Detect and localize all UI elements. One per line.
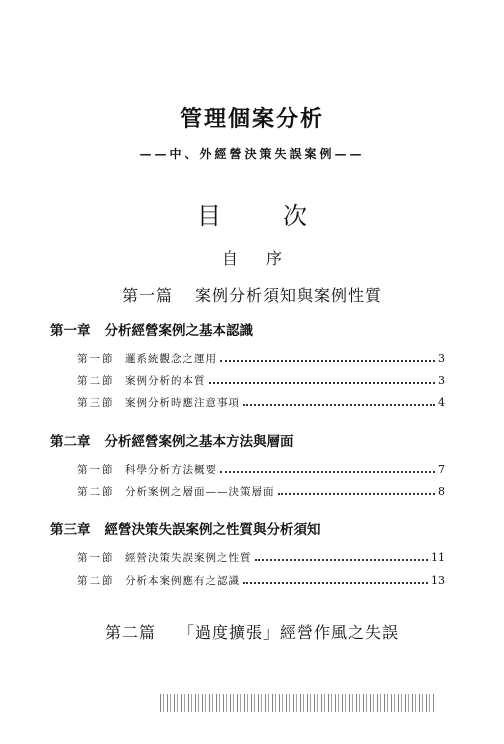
- section-number: 第一節: [77, 551, 115, 564]
- section-page-number: 7: [438, 462, 445, 476]
- book-title: 管理個案分析: [179, 106, 324, 132]
- part-number: 第一篇: [121, 286, 173, 305]
- section-number: 第二節: [77, 574, 115, 587]
- toc-section-entry: [77, 394, 445, 410]
- section-number: 第一節: [77, 352, 115, 365]
- chapter-heading: [50, 518, 321, 538]
- section-title: 分析本案例應有之認識: [125, 574, 240, 587]
- toc-section-entry: [77, 572, 445, 588]
- part-heading: [0, 620, 504, 643]
- chapter-title: 分析經營案例之基本認識: [104, 323, 253, 339]
- dot-leader: [243, 582, 428, 584]
- toc-section-entry: [77, 461, 445, 477]
- section-title: 案例分析的本質: [125, 374, 206, 387]
- chapter-number: 第二章: [50, 434, 91, 450]
- dot-leader: [220, 471, 435, 473]
- section-number: 第三節: [77, 396, 115, 409]
- dot-leader: [209, 382, 436, 384]
- section-page-number: 11: [431, 550, 445, 564]
- book-subtitle: ——中、外經營決策失誤案例——: [139, 147, 365, 161]
- chapter-title: 經營決策失誤案例之性質與分析須知: [104, 522, 321, 538]
- section-number: 第二節: [77, 485, 115, 498]
- section-page-number: 8: [438, 484, 445, 498]
- dot-leader: [255, 559, 429, 561]
- chapter-number: 第一章: [50, 323, 91, 339]
- dot-leader: [243, 404, 435, 406]
- section-title: 經營決策失誤案例之性質: [125, 551, 252, 564]
- section-number: 第一節: [77, 463, 115, 476]
- section-title: 科學分析方法概要: [125, 463, 217, 476]
- section-number: 第二節: [77, 374, 115, 387]
- section-title: 分析案例之層面——決策層面: [125, 485, 275, 498]
- part-title: 案例分析須知與案例性質: [195, 286, 383, 305]
- section-title: 邏系統觀念之運用: [125, 352, 217, 365]
- part-title: 「過度擴張」經營作風之失誤: [178, 623, 400, 642]
- toc-section-entry: [77, 483, 445, 499]
- section-page-number: 4: [438, 395, 445, 409]
- toc-entry-preface: 自序: [221, 249, 310, 268]
- toc-section-entry: [77, 350, 445, 366]
- section-page-number: 3: [438, 373, 445, 387]
- scan-artifact-strip: [160, 694, 436, 712]
- toc-section-entry: [77, 372, 445, 388]
- chapter-number: 第三章: [50, 522, 91, 538]
- chapter-heading: [50, 319, 253, 339]
- dot-leader: [220, 360, 435, 362]
- dot-leader: [278, 493, 436, 495]
- part-number: 第二篇: [104, 623, 156, 642]
- chapter-heading: [50, 430, 294, 450]
- section-page-number: 3: [438, 351, 445, 365]
- part-heading: [0, 283, 504, 306]
- toc-heading: 目次: [197, 202, 369, 230]
- section-page-number: 13: [431, 573, 445, 587]
- toc-section-entry: [77, 549, 445, 565]
- chapter-title: 分析經營案例之基本方法與層面: [104, 434, 294, 450]
- section-title: 案例分析時應注意事項: [125, 396, 240, 409]
